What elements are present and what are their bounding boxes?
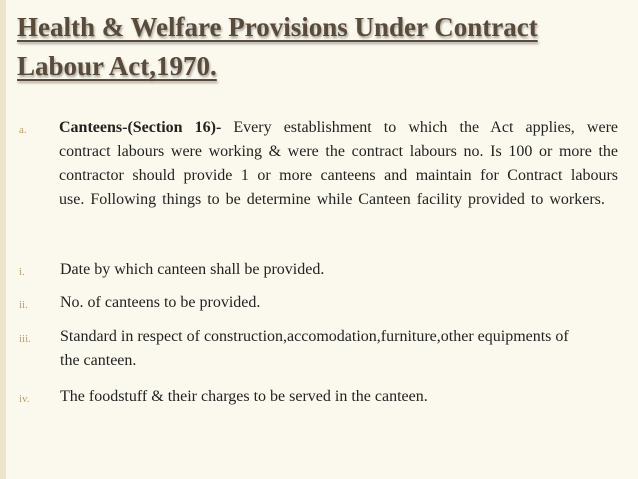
list-item-text: No. of canteens to be provided. — [60, 294, 261, 311]
title-line-1: Health & Welfare Provisions Under Contract — [17, 12, 538, 42]
list-item-body — [59, 116, 618, 212]
list-marker: ii. — [19, 299, 28, 311]
title-line-2: Labour Act,1970. — [17, 51, 217, 81]
list-marker: iii. — [19, 333, 31, 345]
list-item-text: The foodstuff & their charges to be served in the canteen. — [60, 388, 428, 405]
section-text: Every establishment to which the Act applies, were contract labours were working & were the contract labours no. Is 100 or more the contractor should provide 1 or more canteens and maintain for Contract labours use. Following things to be determine while Canteen facility provided to workers. — [59, 119, 618, 208]
list-marker: a. — [19, 124, 27, 136]
left-accent-bar — [0, 0, 6, 479]
section-heading: Canteens-(Section 16)- — [59, 119, 222, 136]
slide-title — [17, 8, 627, 86]
list-item-text: Standard in respect of construction,accomodation,furniture,other equipments of the canteen. — [60, 328, 569, 369]
list-marker: iv. — [19, 393, 30, 405]
list-marker: i. — [19, 266, 25, 278]
list-item-text: Date by which canteen shall be provided. — [60, 261, 325, 278]
